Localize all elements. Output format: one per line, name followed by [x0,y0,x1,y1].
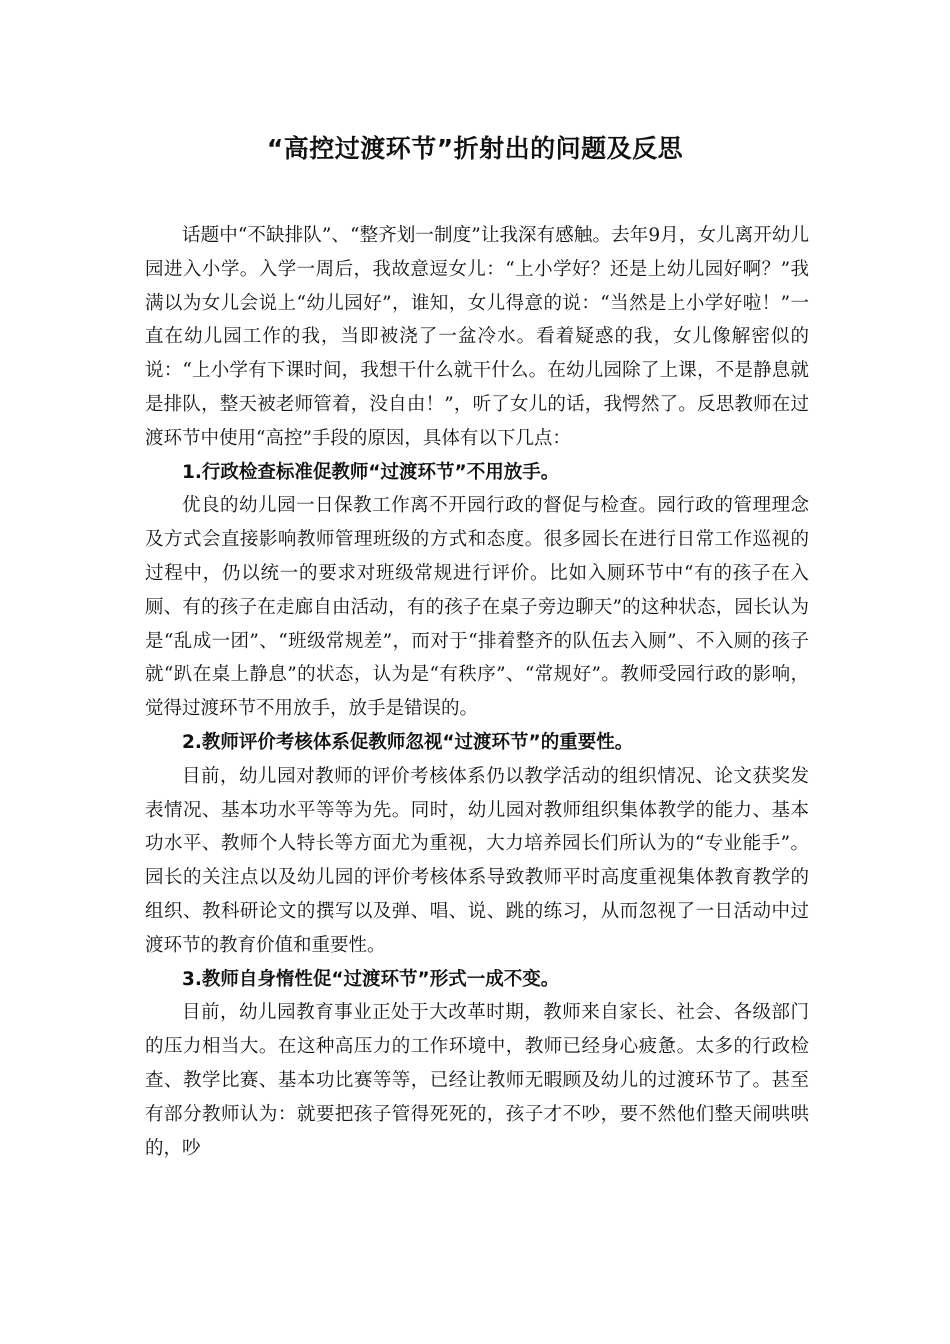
document-title: “高控过渡环节”折射出的问题及反思 [266,134,684,163]
intro-paragraph: 话题中“不缺排队”、“整齐划一制度”让我深有感触。去年9月，女儿离开幼儿园进入小学。入学一周后，我故意逗女儿：“上小学好？还是上幼儿园好啊？”我满以为女儿会说上“幼儿园好”，谁知，女儿得意的说：“当然是上小学好啦！”一直在幼儿园工作的我，当即被浇了一盆冷水。看着疑惑的我，女儿像解密似的说：“上小学有下课时间，我想干什么就干什么。在幼儿园除了上课，不是静息就是排队，整天被老师管着，没自由！”，听了女儿的话，我愕然了。反思教师在过渡环节中使用“高控”手段的原因，具体有以下几点： [145,225,809,449]
section-heading-2: 2.教师评价考核体系促教师忽视“过渡环节”的重要性。 [182,731,634,753]
section-heading-1: 1.行政检查标准促教师“过渡环节”不用放手。 [182,461,560,483]
section-heading-3: 3.教师自身惰性促“过渡环节”形式一成不变。 [182,968,560,990]
section-paragraph-2: 目前，幼儿园对教师的评价考核体系仍以教学活动的组织情况、论文获奖发表情况、基本功水平等等为先。同时，幼儿园对教师组织集体教学的能力、基本功水平、教师个人特长等方面尤为重视，大力培养园长们所认为的“专业能手”。园长的关注点以及幼儿园的评价考核体系导致教师平时高度重视集体教育教学的组织、教科研论文的撰写以及弹、唱、说、跳的练习，从而忽视了一日活动中过渡环节的教育价值和重要性。 [145,765,809,956]
section-paragraph-1: 优良的幼儿园一日保教工作离不开园行政的督促与检查。园行政的管理理念及方式会直接影响教师管理班级的方式和态度。很多园长在进行日常工作巡视的过程中，仍以统一的要求对班级常规进行评价。比如入厕环节中“有的孩子在入厕、有的孩子在走廊自由活动，有的孩子在桌子旁边聊天”的这种状态，园长认为是“乱成一团”、“班级常规差”，而对于“排着整齐的队伍去入厕”、不入厕的孩子就“趴在桌上静息”的状态，认为是“有秩序”、“常规好”。教师受园行政的影响，觉得过渡环节不用放手，放手是错误的。 [145,495,809,720]
section-paragraph-3: 目前，幼儿园教育事业正处于大改革时期，教师来自家长、社会、各级部门的压力相当大。在这种高压力的工作环境中，教师已经身心疲惫。太多的行政检查、教学比赛、基本功比赛等等，已经让教师无暇顾及幼儿的过渡环节了。甚至有部分教师认为：就要把孩子管得死死的，孩子才不吵，要不然他们整天闹哄哄的，吵 [145,1002,809,1159]
document-body [145,219,809,1165]
